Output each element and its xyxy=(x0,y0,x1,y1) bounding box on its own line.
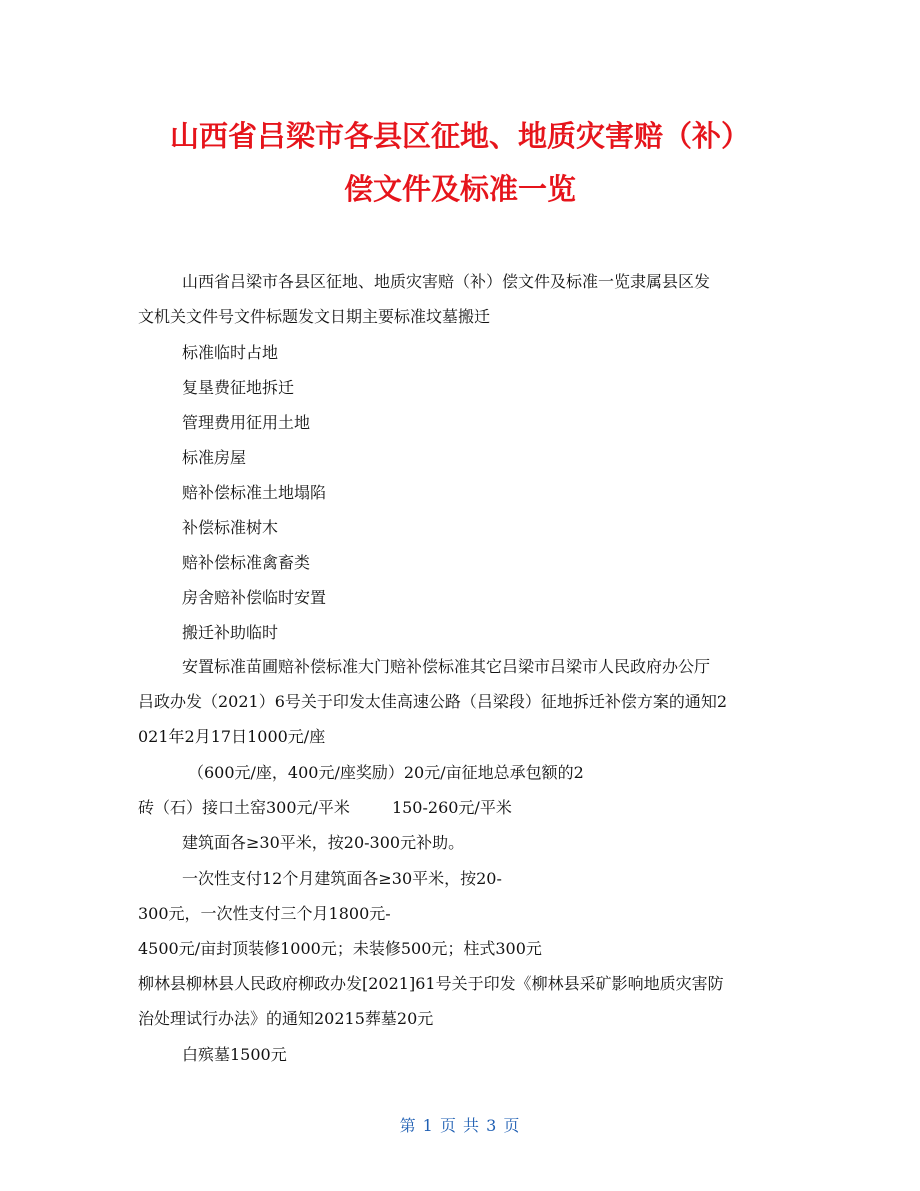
paragraph-segment: 砖（石）接口土窑300元/平米 xyxy=(138,798,350,817)
paragraph-line: 建筑面各≥30平米，按20-300元补助。 xyxy=(182,833,465,852)
paragraph-line: 标准临时占地 xyxy=(182,343,279,362)
paragraph-line: 管理费用征用土地 xyxy=(182,413,311,432)
paragraph-line: 柳林县柳林县人民政府柳政办发[2021]61号关于印发《柳林县采矿影响地质灾害防 xyxy=(138,974,724,993)
paragraph-line: 赔补偿标准土地塌陷 xyxy=(182,483,327,502)
paragraph-line: 治处理试行办法》的通知20215葬墓20元 xyxy=(138,1009,434,1028)
paragraph-segment: 150-260元/平米 xyxy=(391,798,512,817)
paragraph-line: 山西省吕梁市各县区征地、地质灾害赔（补）偿文件及标准一览隶属县区发 xyxy=(182,272,711,291)
document-title-line-1: 山西省吕梁市各县区征地、地质灾害赔（补） xyxy=(169,119,750,153)
paragraph-line: 房舍赔补偿临时安置 xyxy=(182,588,327,607)
paragraph-line: 021年2月17日1000元/座 xyxy=(138,727,326,746)
paragraph-line: 4500元/亩封顶装修1000元；未装修500元；柱式300元 xyxy=(138,939,542,958)
document-title-line-2: 偿文件及标准一览 xyxy=(343,172,576,206)
paragraph-line: 文机关文件号文件标题发文日期主要标准坟墓搬迁 xyxy=(138,307,491,326)
page-number-footer: 第 1 页 共 3 页 xyxy=(399,1116,521,1135)
paragraph-line: 300元，一次性支付三个月1800元- xyxy=(138,904,391,923)
paragraph-line: 安置标准苗圃赔补偿标准大门赔补偿标准其它吕梁市吕梁市人民政府办公厅 xyxy=(182,657,711,676)
paragraph-line: 白殡墓1500元 xyxy=(182,1045,287,1064)
paragraph-line: 补偿标准树木 xyxy=(182,518,279,537)
paragraph-line: 标准房屋 xyxy=(182,448,247,467)
paragraph-line: 搬迁补助临时 xyxy=(182,623,279,642)
paragraph-line: 一次性支付12个月建筑面各≥30平米，按20- xyxy=(182,869,502,888)
paragraph-line: （600元/座，400元/座奖励）20元/亩征地总承包额的2 xyxy=(188,763,584,782)
paragraph-line: 吕政办发（2021）6号关于印发太佳高速公路（吕梁段）征地拆迁补偿方案的通知2 xyxy=(138,692,728,711)
paragraph-line: 赔补偿标准禽畜类 xyxy=(182,553,311,572)
paragraph-line: 复垦费征地拆迁 xyxy=(182,378,295,397)
paragraph-line xyxy=(138,797,512,819)
